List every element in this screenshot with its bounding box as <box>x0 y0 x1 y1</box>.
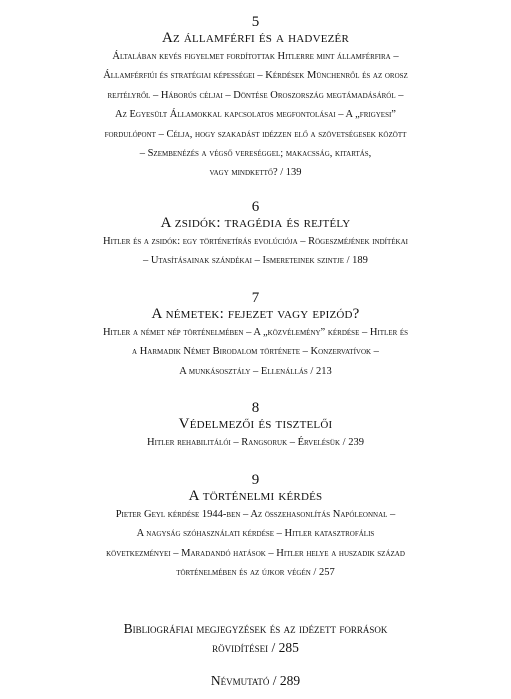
description-line: történelmében és az újkor végén / 257 <box>176 567 335 579</box>
chapter-number: 5 <box>251 14 260 30</box>
bibliography-line: Bibliográfiai megjegyzések és az idézett források <box>123 621 388 636</box>
chapter-8 <box>22 400 489 452</box>
chapter-9 <box>22 472 489 583</box>
bibliography-line: rövidítései / 285 <box>212 640 299 655</box>
description-line: Hitler rehabilitálói – Rangsoruk – Érvelésük / 239 <box>147 437 364 448</box>
chapter-title: A történelmi kérdés <box>188 488 323 504</box>
description-line: Az Egyesült Államokkal kapcsolatos megfontolásai – A „frigyesi” <box>115 109 396 121</box>
index-entry <box>22 671 489 690</box>
chapter-number: 8 <box>251 400 260 416</box>
chapter-7 <box>22 290 489 381</box>
description-line: – Utasításainak szándékai – Ismereteinek szintje / 189 <box>143 255 368 267</box>
description-line: rejtélyről – Háborús céljai – Döntése Oroszország megtámadásáról – <box>107 89 404 101</box>
chapter-title: A zsidók: tragédia és rejtély <box>160 215 351 231</box>
description-line: A nagyság szóhasználati kérdése – Hitler katasztrofális <box>136 528 375 540</box>
chapter-number: 6 <box>251 199 260 215</box>
chapter-title: Az államférfi és a hadvezér <box>161 30 350 46</box>
description-line: következményei – Maradandó hatások – Hitler helye a huszadik század <box>106 547 405 559</box>
index-line: Névmutató / 289 <box>210 673 301 688</box>
description-line: Hitler és a zsidók: egy történetírás evolúciója – Rögeszméjének indítékai <box>103 236 408 247</box>
chapter-description <box>22 433 489 452</box>
chapter-number: 9 <box>251 472 260 488</box>
chapter-title: Védelmezői és tisztelői <box>178 416 333 432</box>
chapter-description <box>22 505 489 583</box>
chapter-5 <box>22 14 489 183</box>
description-line: A munkásosztály – Ellenállás / 213 <box>179 365 332 377</box>
chapter-6 <box>22 199 489 271</box>
chapter-title: A németek: fejezet vagy epizód? <box>151 306 360 322</box>
chapter-description <box>22 323 489 381</box>
description-line: a Harmadik Német Birodalom története – Konzervatívok – <box>132 346 379 358</box>
description-line: – Szembenézés a végső vereséggel; makacsság, kitartás, <box>139 148 372 160</box>
description-line: Hitler a német nép történelmében – A „közvélemény” kérdése – Hitler és <box>102 327 409 338</box>
description-line: Pieter Geyl kérdése 1944-ben – Az összehasonlítás Napóleonnal – <box>115 509 396 520</box>
chapter-description <box>22 232 489 271</box>
chapter-description <box>22 47 489 183</box>
description-line: Általában kevés figyelmet fordítottak Hitlerre mint államférfira – <box>112 51 399 62</box>
bibliography-entry <box>22 619 489 657</box>
description-line: Államférfiúi és stratégiai képességei – Kérdések Münchenről és az orosz <box>103 70 408 82</box>
description-line: vagy mindkettő? / 139 <box>209 167 302 179</box>
chapter-number: 7 <box>251 290 260 306</box>
description-line: fordulópont – Célja, hogy szakadást idézzen elő a szövetségesek között <box>104 128 407 140</box>
